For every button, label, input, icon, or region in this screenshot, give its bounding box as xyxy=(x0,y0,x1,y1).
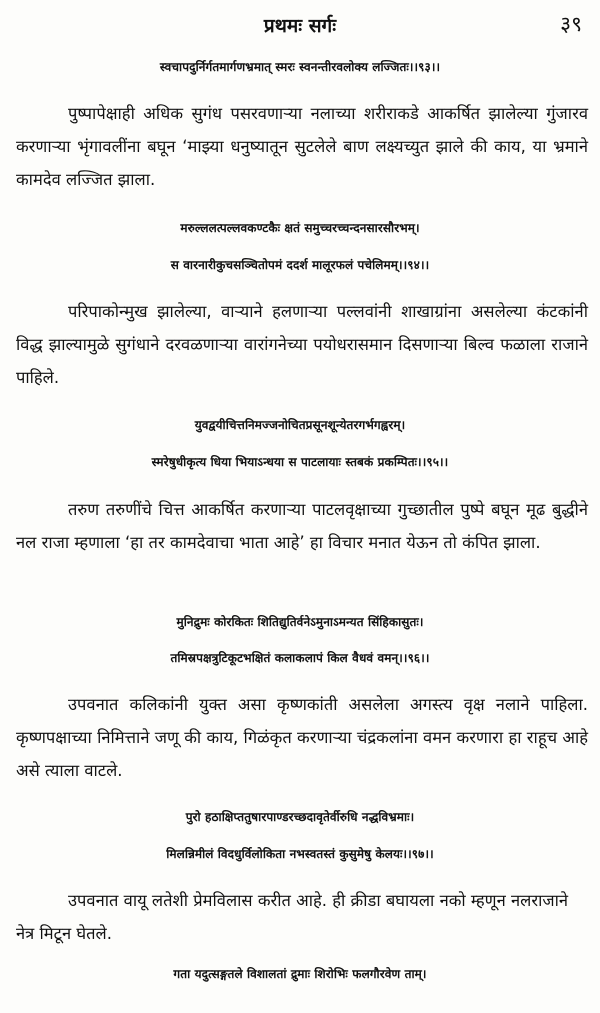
translation-93: पुष्पापेक्षाही अधिक सुगंध पसरवणाऱ्या नलाच्या शरीराकडे आकर्षित झालेल्या गुंजारव करणाऱ्या भृंगावलींना बघून ‘माझ्या धनुष्यातून सुटलेले बाण लक्ष्यच्युत झाले की काय, या भ्रमाने कामदेव लज्जित झाला. xyxy=(16,104,588,189)
translation-94: परिपाकोन्मुख झालेल्या, वाऱ्याने हलणाऱ्या पल्लवांनी शाखाग्रांना असलेल्या कंटकांनी विद्ध झाल्यामुळे सुगंधाने दरवळणाऱ्या वारांगनेच्या पयोधरासमान दिसणाऱ्या बिल्व फळाला राजाने पाहिले. xyxy=(16,302,588,387)
verse-96-line-2: तमिस्रपक्षत्रुटिकूटभक्षितं कलाकलापं किल वैधवं वमन्।।९६।। xyxy=(170,651,430,665)
verse-97-line-2: मिलन्निमीलं विदधुर्विलोकिता नभस्वतस्तं कुसुमेषु केलयः।।९७।। xyxy=(166,847,434,861)
translation-97: उपवनात वायू लतेशी प्रेमविलास करीत आहे. ही क्रीडा बघायला नको म्हणून नलराजाने नेत्र मिटून घेतले. xyxy=(16,891,569,943)
chapter-title: प्रथमः सर्गः xyxy=(263,15,337,37)
verse-93-line-1: स्वचापदुर्निर्गतमार्गणभ्रमात् स्मरः स्वनन्तीरवलोक्य लज्जितः।।९३।। xyxy=(159,60,441,74)
verse-97-line-1: पुरो हठाक्षिप्ततुषारपाण्डरच्छदावृतेर्वीरुधि नद्धविभ्रमाः। xyxy=(185,810,415,824)
page-header xyxy=(0,8,600,42)
verse-94-line-2: स वारनारीकुचसञ्चितोपमं ददर्श मालूरफलं पचेलिमम्।।९४।। xyxy=(170,258,430,272)
verse-98-line-1: गता यदुत्सङ्गतले विशालतां द्रुमाः शिरोभिः फलगौरवेण ताम्। xyxy=(173,967,427,981)
verse-95-line-2: स्मरेषुधीकृत्य धिया भियाऽन्धया स पाटलायाः स्तबकं प्रकम्पितः।।९५।। xyxy=(151,455,449,469)
translation-95: तरुण तरुणींचे चित्त आकर्षित करणाऱ्या पाटलवृक्षाच्या गुच्छातील पुष्पे बघून मूढ बुद्धीने नल राजा म्हणाला ‘हा तर कामदेवाचा भाता आहे’ हा विचार मनात येऊन तो कंपित झाला. xyxy=(16,500,588,552)
verse-94-line-1: मरुल्ललत्पल्लवकण्टकैः क्षतं समुच्चरच्चन्दनसारसौरभम्। xyxy=(180,221,420,235)
translation-96: उपवनात कलिकांनी युक्त असा कृष्णकांती असलेला अगस्त्य वृक्ष नलाने पाहिला. कृष्णपक्षाच्या निमित्ताने जणू की काय, गिळंकृत करणाऱ्या चंद्रकलांना वमन करणारा हा राहूच आहे असे त्याला वाटले. xyxy=(16,695,588,780)
verse-95-line-1: युवद्वयीचित्तनिमज्जनोचितप्रसूनशून्येतरगर्भगह्वरम्। xyxy=(194,418,406,432)
page-number: ३९ xyxy=(560,12,582,36)
verse-96-line-1: मुनिद्रुमः कोरकितः शितिद्युतिर्वनेऽमुनाऽमन्यत सिंहिकासुतः। xyxy=(176,615,424,629)
